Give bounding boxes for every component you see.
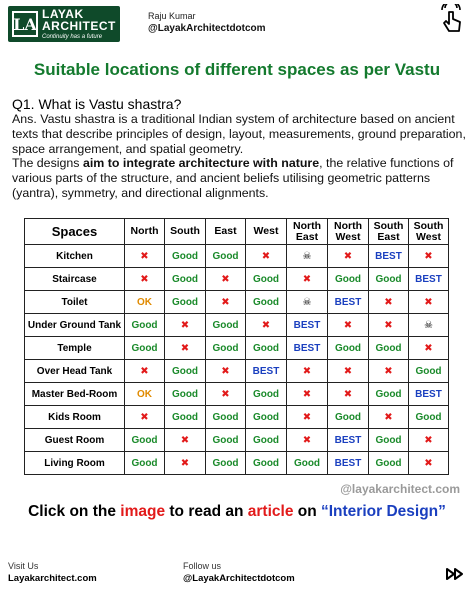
header-south: South [165, 219, 206, 245]
header-north-east: North East [287, 219, 328, 245]
skull-icon: ☠ [409, 314, 449, 337]
cross-icon: ✖ [409, 245, 449, 268]
page-title: Suitable locations of different spaces as per Vastu [33, 60, 441, 79]
rating-cell: Good [409, 406, 449, 429]
answer-part-1: Ans. Vastu shastra is a traditional Indian system of architecture based on ancient texts that describe principles of design, layout, measurements, ground preparation, space arrangement, and spatial geometry. [12, 112, 466, 156]
rating-cell: BEST [287, 337, 328, 360]
table-row [25, 360, 449, 383]
rating-cell: BEST [328, 429, 369, 452]
next-arrows-icon[interactable] [445, 567, 465, 581]
rating-cell: Good [206, 314, 246, 337]
rating-cell: Good [206, 452, 246, 475]
cross-icon: ✖ [369, 291, 409, 314]
cta-article-word: article [247, 503, 294, 520]
cta-text-3: on [293, 503, 321, 520]
space-name: Temple [25, 337, 125, 360]
rating-cell: Good [246, 406, 287, 429]
table-row [25, 245, 449, 268]
rating-cell: Good [206, 337, 246, 360]
cross-icon: ✖ [125, 406, 165, 429]
table-header-row [25, 219, 449, 245]
skull-icon: ☠ [287, 291, 328, 314]
rating-cell: Good [287, 452, 328, 475]
cross-icon: ✖ [409, 291, 449, 314]
visit-label: Visit Us [8, 561, 39, 571]
cross-icon: ✖ [287, 268, 328, 291]
cross-icon: ✖ [206, 291, 246, 314]
cross-icon: ✖ [165, 337, 206, 360]
cross-icon: ✖ [206, 268, 246, 291]
cta-image-word: image [120, 503, 166, 520]
rating-cell: Good [369, 337, 409, 360]
rating-cell: Good [165, 360, 206, 383]
cross-icon: ✖ [287, 360, 328, 383]
footer-follow[interactable] [183, 561, 295, 585]
skull-icon: ☠ [287, 245, 328, 268]
cross-icon: ✖ [409, 429, 449, 452]
cross-icon: ✖ [165, 314, 206, 337]
header-west: West [246, 219, 287, 245]
space-name: Master Bed-Room [25, 383, 125, 406]
question-heading: Q1. What is Vastu shastra? [12, 96, 182, 112]
cross-icon: ✖ [246, 314, 287, 337]
space-name: Toilet [25, 291, 125, 314]
header-spaces: Spaces [25, 219, 125, 245]
rating-cell: OK [125, 291, 165, 314]
rating-cell: BEST [287, 314, 328, 337]
rating-cell: Good [369, 452, 409, 475]
cross-icon: ✖ [409, 337, 449, 360]
author-handle: @LayakArchitectdotcom [148, 23, 266, 35]
cross-icon: ✖ [328, 360, 369, 383]
table-row [25, 337, 449, 360]
answer-part-2: The designs [12, 156, 83, 171]
rating-cell: Good [328, 406, 369, 429]
rating-cell: Good [165, 268, 206, 291]
cross-icon: ✖ [369, 360, 409, 383]
rating-cell: Good [369, 429, 409, 452]
rating-cell: Good [246, 268, 287, 291]
cross-icon: ✖ [246, 245, 287, 268]
cross-icon: ✖ [409, 452, 449, 475]
table-row [25, 383, 449, 406]
rating-cell: Good [165, 406, 206, 429]
cross-icon: ✖ [206, 360, 246, 383]
tap-hand-icon[interactable] [437, 4, 465, 36]
brand-tagline: Continuity has a future [42, 34, 103, 40]
cross-icon: ✖ [125, 360, 165, 383]
rating-cell: Good [409, 360, 449, 383]
call-to-action[interactable] [0, 503, 474, 521]
brand-name: LAYAK ARCHITECT [42, 7, 116, 33]
header-south-west: South West [409, 219, 449, 245]
rating-cell: OK [125, 383, 165, 406]
cross-icon: ✖ [369, 314, 409, 337]
brand-logo[interactable] [8, 6, 120, 42]
answer-highlight: aim to integrate architecture with nature [82, 156, 320, 171]
cross-icon: ✖ [287, 406, 328, 429]
rating-cell: Good [246, 452, 287, 475]
rating-cell: Good [328, 337, 369, 360]
header-south-east: South East [369, 219, 409, 245]
cross-icon: ✖ [125, 268, 165, 291]
rating-cell: BEST [328, 452, 369, 475]
space-name: Over Head Tank [25, 360, 125, 383]
rating-cell: Good [125, 337, 165, 360]
header-north: North [125, 219, 165, 245]
rating-cell: Good [165, 383, 206, 406]
cross-icon: ✖ [287, 383, 328, 406]
space-name: Kitchen [25, 245, 125, 268]
cross-icon: ✖ [328, 245, 369, 268]
rating-cell: Good [246, 383, 287, 406]
vastu-table [24, 218, 449, 475]
rating-cell: Good [246, 291, 287, 314]
follow-handle[interactable]: @LayakArchitectdotcom [183, 572, 295, 584]
rating-cell: BEST [409, 268, 449, 291]
follow-label: Follow us [183, 561, 222, 571]
rating-cell: BEST [409, 383, 449, 406]
space-name: Living Room [25, 452, 125, 475]
cross-icon: ✖ [328, 314, 369, 337]
cross-icon: ✖ [206, 383, 246, 406]
rating-cell: Good [246, 337, 287, 360]
rating-cell: BEST [246, 360, 287, 383]
footer-visit[interactable] [8, 561, 97, 585]
rating-cell: Good [246, 429, 287, 452]
header-north-west: North West [328, 219, 369, 245]
rating-cell: Good [369, 383, 409, 406]
answer-part-3: , the relative functions of various parts of the structure, and ancient beliefs utilising geometric patterns (yantra), symmetry, and directional alignments. [12, 156, 454, 200]
space-name: Under Ground Tank [25, 314, 125, 337]
space-name: Guest Room [25, 429, 125, 452]
rating-cell: Good [125, 314, 165, 337]
space-name: Staircase [25, 268, 125, 291]
cross-icon: ✖ [287, 429, 328, 452]
visit-url[interactable]: Layakarchitect.com [8, 572, 97, 584]
table-row [25, 429, 449, 452]
rating-cell: Good [125, 452, 165, 475]
table-row [25, 452, 449, 475]
rating-cell: Good [206, 406, 246, 429]
cta-text-2: to read an [165, 503, 248, 520]
table-row [25, 314, 449, 337]
rating-cell: Good [125, 429, 165, 452]
cross-icon: ✖ [165, 452, 206, 475]
cta-text-1: Click on the [28, 503, 121, 520]
table-row [25, 268, 449, 291]
rating-cell: Good [328, 268, 369, 291]
rating-cell: Good [165, 245, 206, 268]
cross-icon: ✖ [125, 245, 165, 268]
table-row [25, 406, 449, 429]
rating-cell: BEST [328, 291, 369, 314]
cross-icon: ✖ [369, 406, 409, 429]
watermark: @layakarchitect.com [340, 482, 460, 496]
author-info [148, 10, 266, 36]
space-name: Kids Room [25, 406, 125, 429]
cross-icon: ✖ [165, 429, 206, 452]
table-row [25, 291, 449, 314]
logo-mark: LA [12, 11, 38, 37]
rating-cell: Good [206, 245, 246, 268]
rating-cell: Good [165, 291, 206, 314]
cross-icon: ✖ [328, 383, 369, 406]
author-name: Raju Kumar [148, 11, 196, 21]
header-east: East [206, 219, 246, 245]
answer-text [12, 112, 470, 201]
rating-cell: BEST [369, 245, 409, 268]
rating-cell: Good [369, 268, 409, 291]
rating-cell: Good [206, 429, 246, 452]
cta-topic: “Interior Design” [321, 503, 446, 520]
